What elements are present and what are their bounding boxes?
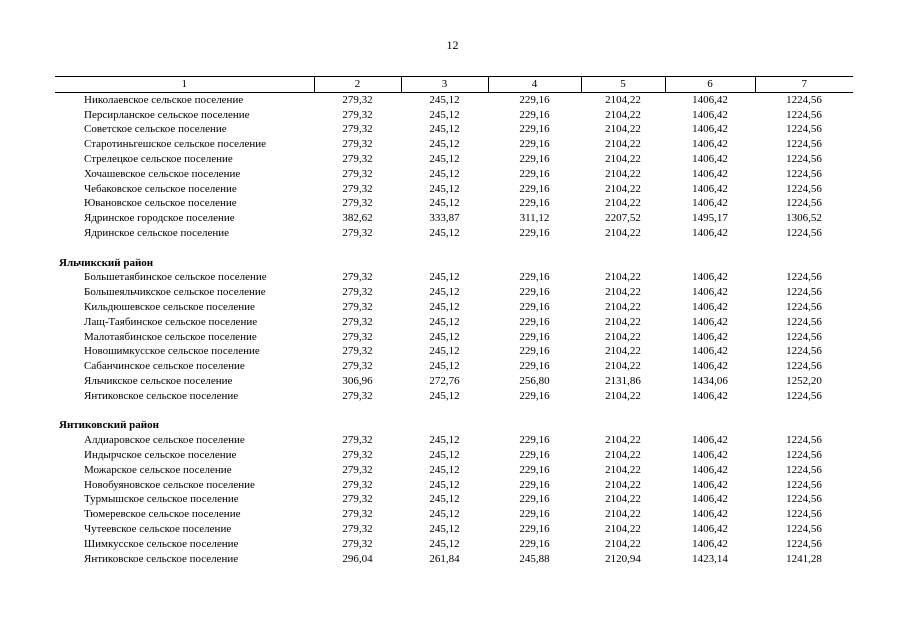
table-row <box>55 196 853 211</box>
value-cell-col-4: 256,80 <box>519 374 550 387</box>
value-cell-col-5: 2104,22 <box>605 300 641 313</box>
value-cell-col-3: 245,12 <box>429 271 460 284</box>
settlement-name-cell: Яльчикское сельское поселение <box>84 374 233 387</box>
value-cell-col-4: 229,16 <box>519 197 550 210</box>
value-cell-col-2: 279,32 <box>342 271 373 284</box>
value-cell-col-7: 1224,56 <box>786 123 822 136</box>
value-cell-col-2: 279,32 <box>342 315 373 328</box>
value-cell-col-3: 245,12 <box>429 389 460 402</box>
table-row <box>55 374 853 389</box>
value-cell-col-3: 245,12 <box>429 448 460 461</box>
value-cell-col-5: 2104,22 <box>605 182 641 195</box>
table-row <box>55 315 853 330</box>
value-cell-col-5: 2104,22 <box>605 448 641 461</box>
value-cell-col-4: 229,16 <box>519 182 550 195</box>
table-row <box>55 285 853 300</box>
value-cell-col-3: 245,12 <box>429 315 460 328</box>
value-cell-col-5: 2104,22 <box>605 93 641 106</box>
value-cell-col-6: 1406,42 <box>692 330 728 343</box>
value-cell-col-7: 1224,56 <box>786 478 822 491</box>
header-row <box>55 77 853 93</box>
value-cell-col-4: 245,88 <box>519 552 550 565</box>
table-row <box>55 552 853 567</box>
page-number: 12 <box>446 38 459 52</box>
value-cell-col-3: 261,84 <box>429 552 460 565</box>
value-cell-col-3: 245,12 <box>429 537 460 550</box>
value-cell-col-4: 229,16 <box>519 508 550 521</box>
value-cell-col-2: 279,32 <box>342 197 373 210</box>
value-cell-col-4: 229,16 <box>519 123 550 136</box>
value-cell-col-6: 1406,42 <box>692 226 728 239</box>
value-cell-col-2: 279,32 <box>342 522 373 535</box>
settlement-name-cell: Новошимкусское сельское поселение <box>84 345 260 358</box>
value-cell-col-6: 1406,42 <box>692 138 728 151</box>
column-header-5: 5 <box>581 77 665 93</box>
district-title: Янтиковский район <box>59 419 159 432</box>
value-cell-col-7: 1224,56 <box>786 493 822 506</box>
value-cell-col-3: 245,12 <box>429 152 460 165</box>
spacer-cell <box>55 241 853 256</box>
district-title: Яльчикский район <box>59 256 154 269</box>
value-cell-col-4: 229,16 <box>519 448 550 461</box>
settlement-name-cell: Янтиковское сельское поселение <box>84 552 239 565</box>
value-cell-col-6: 1406,42 <box>692 271 728 284</box>
value-cell-col-3: 245,12 <box>429 508 460 521</box>
value-cell-col-3: 245,12 <box>429 360 460 373</box>
value-cell-col-3: 245,12 <box>429 93 460 106</box>
value-cell-col-2: 279,32 <box>342 345 373 358</box>
value-cell-col-5: 2104,22 <box>605 315 641 328</box>
value-cell-col-3: 245,12 <box>429 138 460 151</box>
table-row <box>55 122 853 137</box>
settlement-name-cell: Большеяльчикское сельское поселение <box>84 286 266 299</box>
table-row <box>55 270 853 285</box>
value-cell-col-2: 279,32 <box>342 167 373 180</box>
value-cell-col-5: 2131,86 <box>605 374 641 387</box>
value-cell-col-4: 229,16 <box>519 434 550 447</box>
value-cell-col-7: 1224,56 <box>786 152 822 165</box>
value-cell-col-5: 2104,22 <box>605 271 641 284</box>
value-cell-col-7: 1252,20 <box>786 374 822 387</box>
settlement-name-cell: Старотиньгешское сельское поселение <box>84 138 267 151</box>
value-cell-col-7: 1224,56 <box>786 315 822 328</box>
value-cell-col-6: 1406,42 <box>692 448 728 461</box>
value-cell-col-3: 245,12 <box>429 226 460 239</box>
value-cell-col-2: 279,32 <box>342 434 373 447</box>
value-cell-col-5: 2104,22 <box>605 330 641 343</box>
value-cell-col-7: 1224,56 <box>786 345 822 358</box>
table-row <box>55 92 853 107</box>
value-cell-col-2: 296,04 <box>342 552 373 565</box>
value-cell-col-3: 272,76 <box>429 374 460 387</box>
value-cell-col-4: 229,16 <box>519 315 550 328</box>
value-cell-col-4: 229,16 <box>519 226 550 239</box>
value-cell-col-3: 245,12 <box>429 463 460 476</box>
value-cell-col-5: 2104,22 <box>605 197 641 210</box>
settlement-name-cell: Николаевское сельское поселение <box>84 93 244 106</box>
value-cell-col-7: 1224,56 <box>786 330 822 343</box>
value-cell-col-2: 279,32 <box>342 537 373 550</box>
settlement-name-cell: Индырчское сельское поселение <box>84 448 237 461</box>
value-cell-col-7: 1224,56 <box>786 522 822 535</box>
value-cell-col-3: 245,12 <box>429 197 460 210</box>
value-cell-col-6: 1406,42 <box>692 93 728 106</box>
table-row <box>55 300 853 315</box>
value-cell-col-3: 245,12 <box>429 167 460 180</box>
table-row <box>55 211 853 226</box>
value-cell-col-4: 229,16 <box>519 300 550 313</box>
value-cell-col-6: 1406,42 <box>692 360 728 373</box>
value-cell-col-2: 279,32 <box>342 508 373 521</box>
value-cell-col-6: 1406,42 <box>692 463 728 476</box>
settlement-name-cell: Малотаябинское сельское поселение <box>84 330 257 343</box>
table-row <box>55 507 853 522</box>
value-cell-col-7: 1306,52 <box>786 212 822 225</box>
value-cell-col-2: 279,32 <box>342 138 373 151</box>
value-cell-col-5: 2104,22 <box>605 345 641 358</box>
value-cell-col-7: 1224,56 <box>786 138 822 151</box>
value-cell-col-5: 2104,22 <box>605 434 641 447</box>
district-heading-row <box>55 256 853 271</box>
table-row <box>55 433 853 448</box>
value-cell-col-3: 245,12 <box>429 330 460 343</box>
value-cell-col-7: 1224,56 <box>786 537 822 550</box>
value-cell-col-3: 245,12 <box>429 300 460 313</box>
value-cell-col-6: 1406,42 <box>692 522 728 535</box>
value-cell-col-5: 2104,22 <box>605 286 641 299</box>
value-cell-col-4: 229,16 <box>519 360 550 373</box>
value-cell-col-7: 1224,56 <box>786 508 822 521</box>
table-header <box>55 77 853 93</box>
value-cell-col-5: 2104,22 <box>605 537 641 550</box>
value-cell-col-7: 1224,56 <box>786 389 822 402</box>
value-cell-col-4: 229,16 <box>519 345 550 358</box>
value-cell-col-5: 2104,22 <box>605 167 641 180</box>
value-cell-col-4: 229,16 <box>519 537 550 550</box>
value-cell-col-6: 1406,42 <box>692 537 728 550</box>
value-cell-col-6: 1406,42 <box>692 508 728 521</box>
value-cell-col-2: 279,32 <box>342 478 373 491</box>
value-cell-col-5: 2104,22 <box>605 226 641 239</box>
settlement-name-cell: Янтиковское сельское поселение <box>84 389 239 402</box>
value-cell-col-6: 1406,42 <box>692 300 728 313</box>
value-cell-col-7: 1224,56 <box>786 93 822 106</box>
value-cell-col-6: 1406,42 <box>692 108 728 121</box>
table-row <box>55 478 853 493</box>
value-cell-col-4: 229,16 <box>519 286 550 299</box>
value-cell-col-7: 1224,56 <box>786 434 822 447</box>
section-spacer <box>55 241 853 256</box>
value-cell-col-4: 311,12 <box>519 212 550 225</box>
value-cell-col-5: 2104,22 <box>605 108 641 121</box>
value-cell-col-4: 229,16 <box>519 271 550 284</box>
value-cell-col-6: 1406,42 <box>692 182 728 195</box>
value-cell-col-7: 1241,28 <box>786 552 822 565</box>
value-cell-col-6: 1434,06 <box>692 374 728 387</box>
settlement-name-cell: Новобуяновское сельское поселение <box>84 478 255 491</box>
value-cell-col-4: 229,16 <box>519 152 550 165</box>
value-cell-col-2: 306,96 <box>342 374 373 387</box>
column-header-4: 4 <box>488 77 581 93</box>
value-cell-col-5: 2207,52 <box>605 212 641 225</box>
table-row <box>55 522 853 537</box>
value-cell-col-5: 2104,22 <box>605 389 641 402</box>
value-cell-col-7: 1224,56 <box>786 286 822 299</box>
value-cell-col-6: 1406,42 <box>692 123 728 136</box>
spacer-cell <box>55 404 853 419</box>
settlement-name-cell: Ядринское сельское поселение <box>84 226 230 239</box>
value-cell-col-2: 279,32 <box>342 360 373 373</box>
value-cell-col-2: 279,32 <box>342 152 373 165</box>
value-cell-col-4: 229,16 <box>519 138 550 151</box>
settlement-name-cell: Большетаябинское сельское поселение <box>84 271 267 284</box>
value-cell-col-7: 1224,56 <box>786 463 822 476</box>
value-cell-col-6: 1406,42 <box>692 345 728 358</box>
value-cell-col-2: 279,32 <box>342 448 373 461</box>
table-row <box>55 389 853 404</box>
value-cell-col-2: 279,32 <box>342 108 373 121</box>
settlement-name-cell: Шимкусское сельское поселение <box>84 537 239 550</box>
value-cell-col-3: 245,12 <box>429 522 460 535</box>
value-cell-col-2: 279,32 <box>342 463 373 476</box>
settlement-name-cell: Лащ-Таябинское сельское поселение <box>84 315 258 328</box>
value-cell-col-3: 245,12 <box>429 108 460 121</box>
section-spacer <box>55 404 853 419</box>
value-cell-col-3: 245,12 <box>429 478 460 491</box>
value-cell-col-7: 1224,56 <box>786 167 822 180</box>
value-cell-col-5: 2104,22 <box>605 508 641 521</box>
value-cell-col-5: 2104,22 <box>605 138 641 151</box>
table-row <box>55 537 853 552</box>
value-cell-col-7: 1224,56 <box>786 226 822 239</box>
column-header-6: 6 <box>665 77 755 93</box>
value-cell-col-6: 1406,42 <box>692 152 728 165</box>
value-cell-col-7: 1224,56 <box>786 271 822 284</box>
value-cell-col-3: 245,12 <box>429 493 460 506</box>
data-table <box>55 76 853 566</box>
value-cell-col-5: 2104,22 <box>605 478 641 491</box>
column-header-7: 7 <box>755 77 853 93</box>
table-row <box>55 463 853 478</box>
value-cell-col-5: 2104,22 <box>605 463 641 476</box>
value-cell-col-6: 1406,42 <box>692 434 728 447</box>
value-cell-col-2: 279,32 <box>342 300 373 313</box>
table-body <box>55 92 853 566</box>
settlement-name-cell: Можарское сельское поселение <box>84 463 232 476</box>
value-cell-col-6: 1406,42 <box>692 286 728 299</box>
settlement-name-cell: Чебаковское сельское поселение <box>84 182 237 195</box>
settlement-name-cell: Сабанчинское сельское поселение <box>84 360 245 373</box>
value-cell-col-7: 1224,56 <box>786 182 822 195</box>
settlement-name-cell: Алдиаровское сельское поселение <box>84 434 245 447</box>
column-header-1: 1 <box>55 77 314 93</box>
value-cell-col-4: 229,16 <box>519 463 550 476</box>
value-cell-col-3: 245,12 <box>429 182 460 195</box>
value-cell-col-4: 229,16 <box>519 522 550 535</box>
table-row <box>55 182 853 197</box>
value-cell-col-6: 1406,42 <box>692 315 728 328</box>
settlement-name-cell: Турмышское сельское поселение <box>84 493 239 506</box>
value-cell-col-7: 1224,56 <box>786 448 822 461</box>
value-cell-col-4: 229,16 <box>519 493 550 506</box>
column-header-2: 2 <box>314 77 401 93</box>
table-row <box>55 167 853 182</box>
value-cell-col-2: 279,32 <box>342 286 373 299</box>
value-cell-col-3: 333,87 <box>429 212 460 225</box>
value-cell-col-2: 279,32 <box>342 226 373 239</box>
value-cell-col-5: 2104,22 <box>605 123 641 136</box>
table-row <box>55 152 853 167</box>
table-row <box>55 344 853 359</box>
value-cell-col-6: 1423,14 <box>692 552 728 565</box>
value-cell-col-4: 229,16 <box>519 330 550 343</box>
table-row <box>55 330 853 345</box>
value-cell-col-3: 245,12 <box>429 434 460 447</box>
value-cell-col-2: 279,32 <box>342 182 373 195</box>
value-cell-col-2: 279,32 <box>342 123 373 136</box>
value-cell-col-7: 1224,56 <box>786 197 822 210</box>
value-cell-col-4: 229,16 <box>519 478 550 491</box>
settlement-name-cell: Хочашевское сельское поселение <box>84 167 241 180</box>
value-cell-col-5: 2104,22 <box>605 152 641 165</box>
value-cell-col-7: 1224,56 <box>786 360 822 373</box>
column-header-3: 3 <box>401 77 488 93</box>
value-cell-col-7: 1224,56 <box>786 300 822 313</box>
settlement-name-cell: Чутеевское сельское поселение <box>84 522 232 535</box>
table-row <box>55 448 853 463</box>
table-row <box>55 137 853 152</box>
table-row <box>55 359 853 374</box>
value-cell-col-3: 245,12 <box>429 345 460 358</box>
value-cell-col-6: 1495,17 <box>692 212 728 225</box>
table-row <box>55 492 853 507</box>
value-cell-col-3: 245,12 <box>429 286 460 299</box>
value-cell-col-4: 229,16 <box>519 108 550 121</box>
table-row <box>55 226 853 241</box>
settlement-name-cell: Тюмеревское сельское поселение <box>84 508 241 521</box>
value-cell-col-5: 2120,94 <box>605 552 641 565</box>
value-cell-col-3: 245,12 <box>429 123 460 136</box>
value-cell-col-6: 1406,42 <box>692 478 728 491</box>
settlement-name-cell: Кильдюшевское сельское поселение <box>84 300 255 313</box>
value-cell-col-2: 382,62 <box>342 212 373 225</box>
settlement-name-cell: Ювановское сельское поселение <box>84 197 237 210</box>
value-cell-col-2: 279,32 <box>342 330 373 343</box>
settlement-name-cell: Советское сельское поселение <box>84 123 227 136</box>
value-cell-col-4: 229,16 <box>519 167 550 180</box>
value-cell-col-4: 229,16 <box>519 389 550 402</box>
settlement-name-cell: Стрелецкое сельское поселение <box>84 152 233 165</box>
value-cell-col-6: 1406,42 <box>692 493 728 506</box>
value-cell-col-2: 279,32 <box>342 389 373 402</box>
settlement-name-cell: Ядринское городское поселение <box>84 212 235 225</box>
value-cell-col-5: 2104,22 <box>605 522 641 535</box>
value-cell-col-5: 2104,22 <box>605 360 641 373</box>
value-cell-col-2: 279,32 <box>342 93 373 106</box>
value-cell-col-5: 2104,22 <box>605 493 641 506</box>
value-cell-col-4: 229,16 <box>519 93 550 106</box>
value-cell-col-6: 1406,42 <box>692 389 728 402</box>
value-cell-col-6: 1406,42 <box>692 167 728 180</box>
value-cell-col-7: 1224,56 <box>786 108 822 121</box>
value-cell-col-6: 1406,42 <box>692 197 728 210</box>
settlement-name-cell: Персирланское сельское поселение <box>84 108 250 121</box>
district-heading-row <box>55 418 853 433</box>
table-row <box>55 108 853 123</box>
value-cell-col-2: 279,32 <box>342 493 373 506</box>
